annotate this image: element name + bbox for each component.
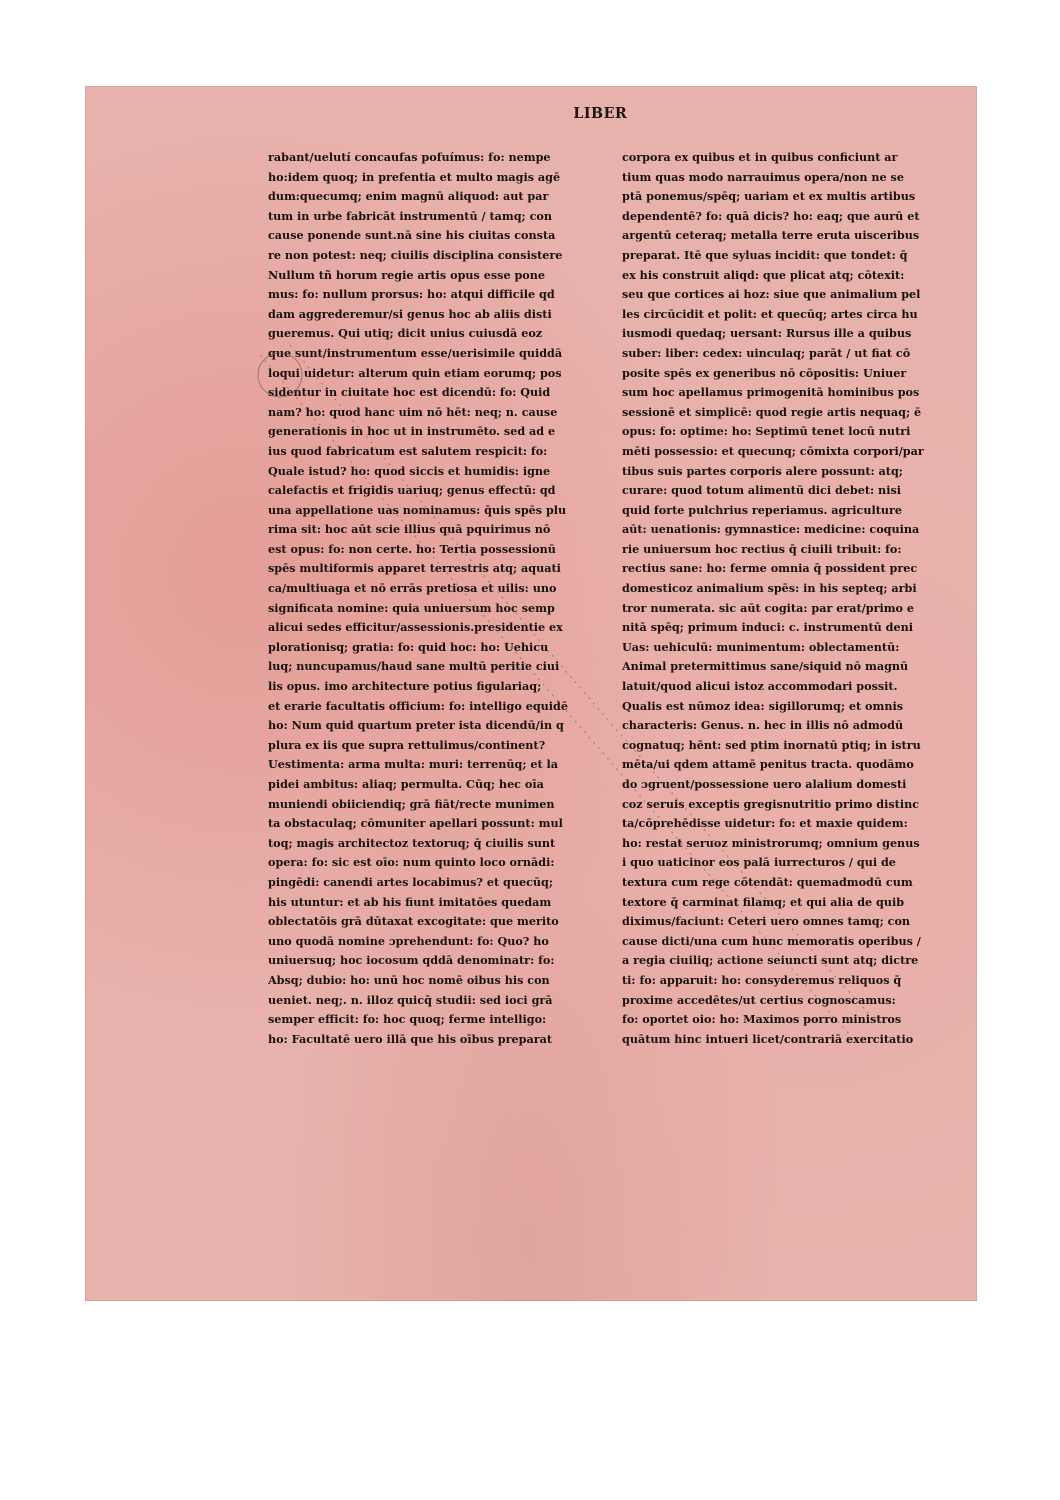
right-column-line: curare: quod totum alimentū dici debet: nisi bbox=[622, 483, 901, 498]
right-column-line: rectius sane: ho: ferme omnia q̄ possident prec bbox=[622, 561, 918, 576]
left-column-line: lis opus. imo architecture potius figulariaq; bbox=[268, 679, 542, 694]
right-column-line: corpora ex quibus et in quibus conficiunt ar bbox=[622, 150, 898, 164]
left-column-line: uniuersuq; hoc iocosum qddā denominatr: fo: bbox=[268, 953, 555, 968]
left-column-line: rima sit: hoc aūt scie illius quā pquirimus nō bbox=[268, 522, 551, 537]
left-column-line: ca/multiuaga et nō errās pretiosa et uilis: uno bbox=[268, 581, 557, 596]
left-column-line: pingēdi: canendi artes locabimus? et quecūq; bbox=[268, 874, 553, 889]
right-column-line: argentū ceteraq; metalla terre eruta uisceribus bbox=[622, 228, 920, 243]
left-column-line: muniendi obiiciendiq; grā fiāt/recte munimen bbox=[268, 796, 555, 811]
left-column-line: ho: Facultatē uero illā que his oībus preparat bbox=[268, 1031, 553, 1046]
left-column-line: ho: Num quid quartum preter ista dicendū/in q bbox=[268, 718, 564, 733]
right-column-line: tibus suis partes corporis alere possunt: atq; bbox=[622, 463, 903, 478]
left-column-line: uno quodā nomine ɔprehendunt: fo: Quo? ho bbox=[268, 933, 549, 948]
left-column-line: sidentur in ciuitate hoc est dicendū: fo: Quid bbox=[268, 385, 551, 400]
right-column-line: fo: oportet oio: ho: Maximos porro ministros bbox=[622, 1012, 902, 1027]
left-column-line: plorationisq; gratia: fo: quid hoc: ho: Uehicu bbox=[268, 639, 549, 654]
left-column-line: significata nomine: quia uniuersum hoc semp bbox=[268, 600, 555, 615]
right-column-line: seu que cortices ai hoz: siue que animalium pel bbox=[622, 287, 921, 302]
right-column-line: iusmodi quedaq; uersant: Rursus ille a quibus bbox=[622, 326, 912, 341]
left-column-line: loqui uidetur: alterum quin etiam eorumq; pos bbox=[268, 365, 562, 380]
left-text-column bbox=[268, 148, 590, 1049]
left-column-line: dum:quecumq; enim magnū aliquod: aut par bbox=[268, 189, 549, 204]
left-column-line: alicui sedes efficitur/assessionis.presidentie ex bbox=[268, 620, 563, 635]
right-column-line: mēti possessio: et quecunq; cōmixta corpori/par bbox=[622, 443, 924, 458]
right-column-line: do ɔgruent/possessione uero alalium domesti bbox=[622, 777, 907, 791]
left-column-line: re non potest: neq; ciuilis disciplina consistere bbox=[268, 247, 563, 262]
left-column-line: una appellatione uas nominamus: q̄uis spēs plu bbox=[268, 502, 567, 517]
left-column-line: que sunt/instrumentum esse/uerisimile quiddā bbox=[268, 345, 563, 360]
right-column-line: preparat. Itē que syluas incidit: que tondet: q̄ bbox=[622, 247, 908, 262]
right-column-line: i quo uaticinor eos palā iurrecturos / qui de bbox=[622, 855, 896, 870]
right-column-line: dependentē? fo: quā dicis? ho: eaq; que aurū et bbox=[622, 208, 920, 223]
left-column-line: et erarie facultatis officium: fo: intelligo equidē bbox=[268, 698, 568, 713]
right-column-line: les circūcidit et polit: et quecūq; artes circa hu bbox=[622, 306, 918, 321]
left-column-line: cause ponende sunt.nā sine his ciuitas consta bbox=[268, 228, 556, 243]
right-column-line: tium quas modo narrauimus opera/non ne se bbox=[622, 169, 904, 184]
right-column-line: ptā ponemus/spēq; uariam et ex multis artibus bbox=[622, 189, 916, 204]
right-column-line: domesticoz animalium spēs: in his septeq; arbi bbox=[622, 581, 917, 596]
right-column-line: proxime accedētes/ut certius cognoscamus: bbox=[622, 992, 896, 1007]
right-text-column bbox=[622, 148, 946, 1049]
left-column-line: semper efficit: fo: hoc quoq; ferme intelligo: bbox=[268, 1012, 547, 1027]
right-column-line: latuit/quod alicui istoz accommodari possit. bbox=[622, 679, 898, 694]
left-column-line: nam? ho: quod hanc uim nō hēt: neq; n. cause bbox=[268, 404, 558, 419]
left-column-line: ho:idem quoq; in prefentia et multo magis agē bbox=[268, 169, 561, 184]
right-column-line: opus: fo: optime: ho: Septimū tenet locū nutri bbox=[622, 424, 911, 439]
left-column-line: dam aggrederemur/si genus hoc ab aliis disti bbox=[268, 306, 552, 321]
left-column-line: Uestimenta: arma multa: muri: terrenūq; et la bbox=[268, 757, 559, 772]
left-column-line: Absq; dubio: ho: unū hoc nomē oibus his con bbox=[268, 972, 550, 987]
right-column-line: a regia ciuiliq; actione seiuncti sunt atq; dictre bbox=[622, 953, 919, 968]
right-column-line: textore q̄ carminat filamq; et qui alia de quib bbox=[622, 894, 905, 909]
left-column-line: rabant/uelutí concaufas pofuímus: fo: nempe bbox=[268, 150, 551, 164]
left-column-line: opera: fo: sic est oīo: num quinto loco ornādi: bbox=[268, 855, 555, 870]
left-column-line: ius quod fabricatum est salutem respicit: fo: bbox=[268, 443, 548, 458]
right-column-line: coz seruis exceptis gregisnutritio primo distinc bbox=[622, 796, 920, 811]
right-column-line: nitā spēq; primum induci: c. instrumentū deni bbox=[622, 620, 913, 635]
right-column-line: sum hoc apellamus primogenitā hominibus pos bbox=[622, 385, 920, 400]
left-column-line: ueniet. neq;. n. illoz quicq̄ studii: sed ioci grā bbox=[268, 992, 553, 1007]
right-column-line: tror numerata. sic aūt cogita: par erat/primo e bbox=[622, 600, 915, 615]
right-column-line: sessionē et simplicē: quod regie artis nequaq; ē bbox=[622, 404, 922, 419]
right-column-line: quātum hinc intueri licet/contrariā exercitatio bbox=[622, 1031, 914, 1046]
left-column-line: Quale istud? ho: quod siccis et humidis: igne bbox=[268, 463, 551, 478]
left-column-line: est opus: fo: non certe. ho: Tertia possessionū bbox=[268, 541, 556, 556]
right-column-line: quid forte pulchrius reperiamus. agriculture bbox=[622, 502, 903, 517]
left-column-line: gueremus. Qui utiq; dicit unius cuiusdā eoz bbox=[268, 326, 543, 341]
running-head: LIBER bbox=[573, 104, 628, 122]
left-column-line: generationis in hoc ut in instrumēto. sed ad e bbox=[268, 424, 556, 439]
left-column-line: pidei ambitus: aliaq; permulta. Cūq; hec oīa bbox=[268, 777, 544, 791]
right-column-line: characteris: Genus. n. hec in illis nō admodū bbox=[622, 718, 904, 733]
right-column-line: Qualis est nūmoz idea: sigillorumq; et omnis bbox=[622, 698, 904, 713]
right-column-line: Animal pretermittimus sane/siquid nō magnū bbox=[622, 659, 909, 674]
right-column-line: ex his construit aliqd: que plicat atq; cōtexit: bbox=[622, 267, 905, 282]
left-column-line: ta obstaculaq; cōmuniter apellari possunt: mul bbox=[268, 816, 563, 831]
left-column-line: tum in urbe fabricāt instrumentū / tamq; con bbox=[268, 208, 552, 223]
left-column-line: toq; magis architectoz textoruq; q̄ ciuilis sunt bbox=[268, 835, 556, 850]
left-column-line: plura ex iis que supra rettulimus/continent? bbox=[268, 737, 546, 752]
left-column-line: calefactis et frigidis uariuq; genus effectū: qd bbox=[268, 483, 556, 498]
right-column-line: suber: liber: cedex: uinculaq; parāt / ut fiat cō bbox=[622, 345, 911, 360]
right-column-line: cognatuq; hēnt: sed ptim inornatū ptiq; in istru bbox=[622, 737, 921, 752]
right-column-line: aūt: uenationis: gymnastice: medicine: coquina bbox=[622, 522, 920, 537]
left-column-line: Nullum tñ horum regie artis opus esse pone bbox=[268, 267, 546, 282]
right-column-line: mēta/ui qdem attamē penitus tracta. quodāmo bbox=[622, 757, 914, 772]
right-column-line: Uas: uehiculū: munimentum: oblectamentū: bbox=[622, 639, 900, 654]
right-column-line: cause dicti/una cum hunc memoratis operibus / bbox=[622, 933, 921, 948]
left-column-line: oblectatōis grā dūtaxat excogitate: que merito bbox=[268, 914, 559, 929]
left-column-line: his utuntur: et ab his fiunt imitatōes quedam bbox=[268, 894, 552, 909]
right-column-line: posite spēs ex generibus nō cōpositis: Uniuer bbox=[622, 365, 907, 380]
left-column-line: spēs multiformis apparet terrestris atq; aquati bbox=[268, 561, 561, 576]
left-column-line: mus: fo: nullum prorsus: ho: atqui difficile qd bbox=[268, 287, 555, 302]
left-column-line: luq; nuncupamus/haud sane multū peritie ciui bbox=[268, 659, 560, 674]
right-column-line: textura cum rege cōtendāt: quemadmodū cum bbox=[622, 874, 913, 889]
right-column-line: rie uniuersum hoc rectius q̄ ciuili tribuit: fo: bbox=[622, 541, 902, 556]
right-column-line: diximus/faciunt: Ceteri uero omnes tamq; con bbox=[622, 914, 911, 929]
right-column-line: ta/cōprehēdisse uidetur: fo: et maxie quidem: bbox=[622, 816, 908, 831]
right-column-line: ti: fo: apparuit: ho: consyderemus reliquos q̄ bbox=[622, 972, 902, 987]
right-column-line: ho: restat seruoz ministrorumq; omnium genus bbox=[622, 835, 920, 850]
